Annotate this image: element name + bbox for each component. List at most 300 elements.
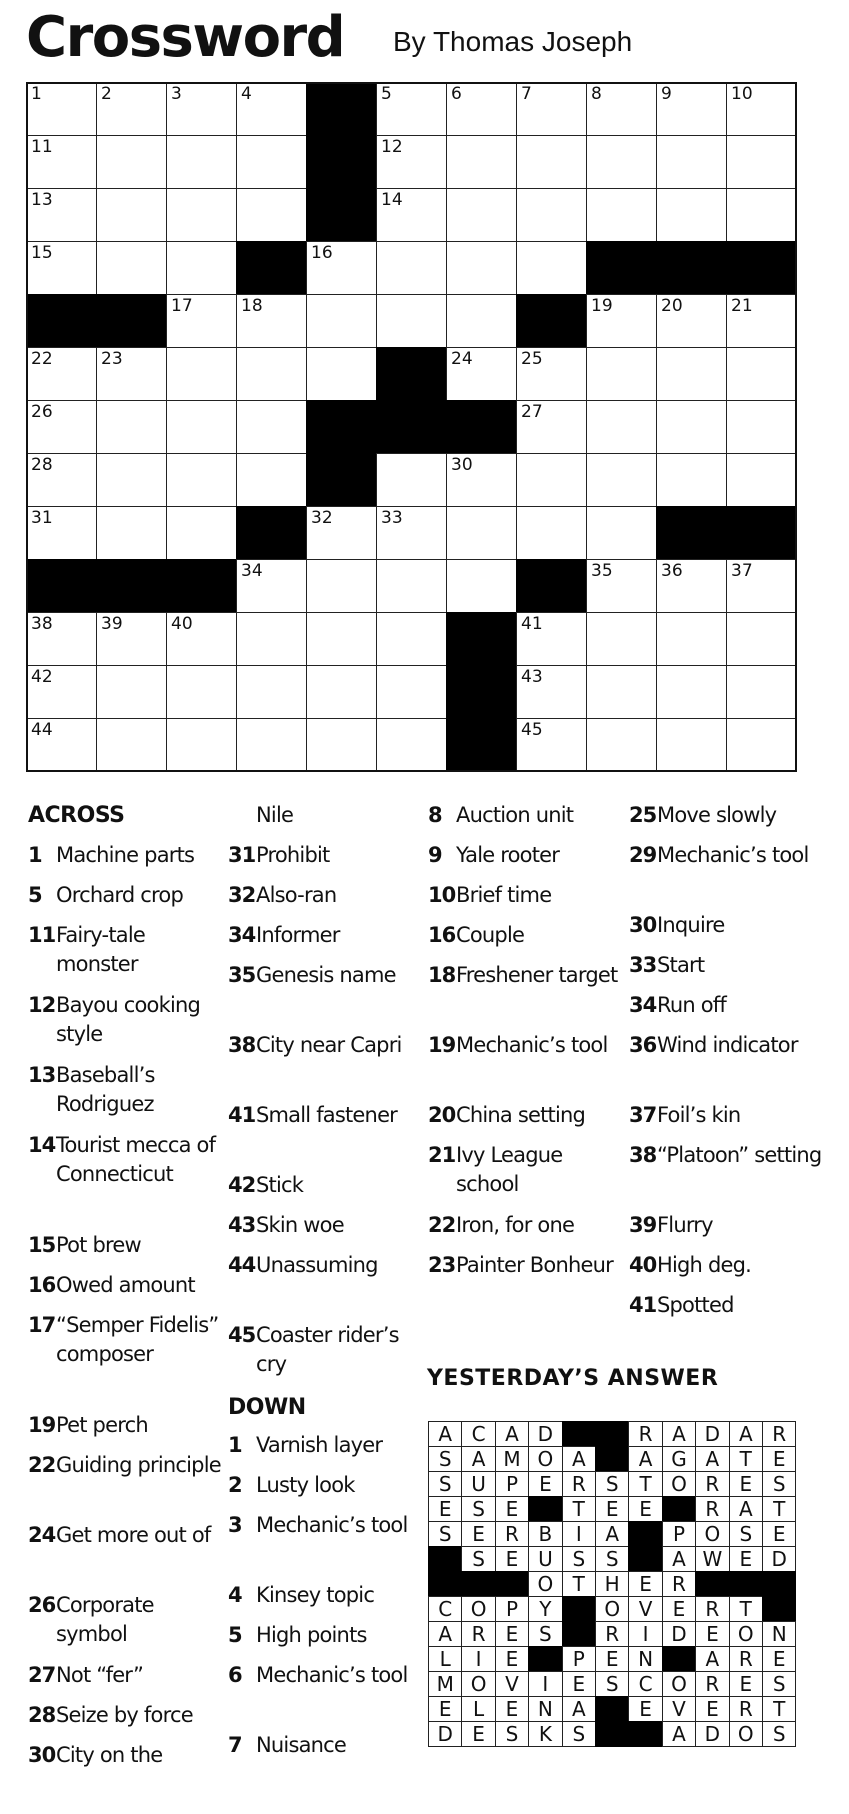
clue-text: City on the [56,1743,163,1767]
grid-cell[interactable] [446,453,517,507]
answer-black-square [595,1721,629,1747]
clue-number: 5 [28,883,42,907]
answer-black-square [495,1571,529,1597]
cell-number: 33 [381,508,403,528]
answer-cell: E [428,1696,462,1722]
down-clue [629,1141,827,1170]
answer-black-square [628,1721,662,1747]
grid-cell[interactable] [236,665,307,719]
grid-cell[interactable] [236,453,307,507]
clue-text: Baseball’s Rodriguez [56,1063,155,1116]
answer-cell: S [562,1721,596,1747]
black-square [726,241,797,295]
clue-number: 16 [28,1273,56,1297]
grid-cell[interactable] [96,506,167,560]
grid-cell[interactable] [26,188,97,242]
answer-cell: W [695,1546,729,1572]
clue-text: High deg. [657,1253,751,1277]
across-clue [28,1271,226,1300]
clue-number: 38 [629,1143,657,1167]
grid-cell[interactable] [586,188,657,242]
clue-text: Iron, for one [456,1213,575,1237]
cell-number: 13 [31,190,53,210]
clue-number: 12 [28,993,56,1017]
grid-cell[interactable] [306,347,377,401]
answer-cell: A [595,1521,629,1547]
answer-cell: O [528,1571,562,1597]
clue-text: Seize by force [56,1703,193,1727]
clue-number: 41 [228,1103,256,1127]
answer-cell: S [528,1621,562,1647]
clue-text: Mechanic’s tool [456,1033,608,1057]
clue-text: Also-ran [256,883,337,907]
answer-cell: T [762,1496,796,1522]
grid-cell[interactable] [96,612,167,666]
grid-cell[interactable] [656,453,727,507]
answer-cell: M [428,1671,462,1697]
grid-cell[interactable] [236,294,307,348]
clue-number: 23 [428,1253,456,1277]
grid-cell[interactable] [446,82,517,136]
cell-number: 27 [521,402,543,422]
answer-cell: E [628,1571,662,1597]
grid-cell[interactable] [306,506,377,560]
grid-cell[interactable] [26,718,97,772]
answer-black-square [528,1646,562,1672]
grid-cell[interactable] [96,400,167,454]
answer-cell: S [762,1671,796,1697]
grid-cell[interactable] [306,294,377,348]
grid-cell[interactable] [656,400,727,454]
yesterdays-answer-heading: YESTERDAY’S ANSWER [427,1366,719,1391]
grid-cell[interactable] [726,453,797,507]
clue-text: Fairy-tale monster [56,923,145,976]
grid-cell[interactable] [26,400,97,454]
answer-cell: R [729,1646,763,1672]
down-clue [629,801,827,830]
grid-cell[interactable] [376,294,447,348]
cell-number: 6 [451,84,462,104]
answer-cell: R [695,1596,729,1622]
answer-cell: R [562,1471,596,1497]
grid-cell[interactable] [376,665,447,719]
grid-cell[interactable] [726,135,797,189]
clue-number: 39 [629,1213,657,1237]
clue-number: 37 [629,1103,657,1127]
grid-cell[interactable] [656,559,727,613]
cell-number: 22 [31,349,53,369]
answer-cell: O [461,1671,495,1697]
clue-number: 29 [629,843,657,867]
grid-cell[interactable] [516,665,587,719]
black-square [306,400,377,454]
clue-number: 21 [428,1143,456,1167]
down-clue [629,911,827,940]
answer-black-square [662,1496,696,1522]
black-square [26,294,97,348]
across-clue [228,1321,426,1379]
grid-cell[interactable] [26,135,97,189]
clue-text: “Platoon” setting [657,1143,822,1167]
grid-cell[interactable] [516,82,587,136]
grid-cell[interactable] [516,506,587,560]
answer-cell: O [662,1471,696,1497]
clue-text: Not “fer” [56,1663,144,1687]
answer-cell: E [461,1521,495,1547]
grid-cell[interactable] [586,559,657,613]
clue-text: Tourist mecca of Connecticut [56,1133,216,1186]
grid-cell[interactable] [26,506,97,560]
grid-cell[interactable] [96,665,167,719]
grid-cell[interactable] [166,665,237,719]
grid-cell[interactable] [306,559,377,613]
grid-cell[interactable] [516,453,587,507]
across-clue [28,1061,226,1119]
down-clue [428,1251,626,1280]
black-square [306,188,377,242]
black-square [446,718,517,772]
down-clue [228,1471,426,1500]
grid-cell[interactable] [586,612,657,666]
clue-text: Couple [456,923,525,947]
grid-cell[interactable] [166,400,237,454]
clue-text: Corporate symbol [56,1593,154,1646]
clue-text: Mechanic’s tool [657,843,809,867]
answer-cell: I [461,1646,495,1672]
answer-cell: C [461,1421,495,1447]
grid-cell[interactable] [26,347,97,401]
clue-text: Mechanic’s tool [256,1663,408,1687]
answer-cell: D [662,1621,696,1647]
answer-cell: S [495,1721,529,1747]
grid-cell[interactable] [236,559,307,613]
grid-cell[interactable] [586,718,657,772]
grid-cell[interactable] [306,665,377,719]
cell-number: 4 [241,84,252,104]
down-clue [629,1211,827,1240]
grid-cell[interactable] [306,718,377,772]
clue-number: 17 [28,1313,56,1337]
cell-number: 11 [31,137,53,157]
black-square [306,453,377,507]
grid-cell[interactable] [726,559,797,613]
answer-cell: O [695,1521,729,1547]
grid-cell[interactable] [376,718,447,772]
clue-text: Nile [256,803,294,827]
cell-number: 5 [381,84,392,104]
clue-text: Orchard crop [56,883,183,907]
grid-cell[interactable] [236,612,307,666]
across-clue [228,921,426,950]
down-clue [629,841,827,870]
grid-cell[interactable] [306,241,377,295]
cell-number: 21 [731,296,753,316]
across-heading: ACROSS [28,803,125,828]
black-square [656,506,727,560]
clue-number: 27 [28,1663,56,1687]
grid-cell[interactable] [166,612,237,666]
grid-cell[interactable] [446,135,517,189]
grid-cell[interactable] [656,135,727,189]
clue-number: 14 [28,1133,56,1157]
yesterdays-answer-grid [428,1421,796,1746]
grid-cell[interactable] [96,188,167,242]
grid-cell[interactable] [236,347,307,401]
grid-cell[interactable] [586,135,657,189]
grid-cell[interactable] [376,241,447,295]
clue-text: Lusty look [256,1473,355,1497]
answer-cell: P [662,1521,696,1547]
answer-cell: M [495,1446,529,1472]
grid-cell[interactable] [166,506,237,560]
answer-cell: C [628,1671,662,1697]
clue-number: 25 [629,803,657,827]
answer-cell: D [695,1721,729,1747]
grid-cell[interactable] [586,294,657,348]
answer-cell: D [762,1546,796,1572]
across-clue [28,1411,226,1440]
grid-cell[interactable] [586,82,657,136]
grid-cell[interactable] [656,294,727,348]
grid-cell[interactable] [26,241,97,295]
across-clue [28,1661,226,1690]
grid-cell[interactable] [586,453,657,507]
black-square [236,506,307,560]
clue-number: 16 [428,923,456,947]
grid-cell[interactable] [96,82,167,136]
clue-number: 34 [228,923,256,947]
down-clue [428,1141,626,1199]
grid-cell[interactable] [446,188,517,242]
grid-cell[interactable] [726,82,797,136]
answer-cell: P [562,1646,596,1672]
grid-cell[interactable] [446,347,517,401]
across-clue [28,1741,226,1770]
answer-cell: R [461,1621,495,1647]
answer-cell: E [729,1671,763,1697]
grid-cell[interactable] [446,506,517,560]
grid-cell[interactable] [726,188,797,242]
grid-cell[interactable] [26,612,97,666]
grid-cell[interactable] [96,453,167,507]
grid-cell[interactable] [656,347,727,401]
grid-cell[interactable] [26,665,97,719]
clue-number: 38 [228,1033,256,1057]
black-square [726,506,797,560]
grid-cell[interactable] [376,612,447,666]
answer-cell: S [595,1671,629,1697]
answer-cell: C [428,1596,462,1622]
cell-number: 3 [171,84,182,104]
answer-cell: A [695,1446,729,1472]
cell-number: 43 [521,667,543,687]
grid-cell[interactable] [166,241,237,295]
answer-cell: A [695,1646,729,1672]
grid-cell[interactable] [656,612,727,666]
grid-cell[interactable] [516,400,587,454]
answer-cell: L [428,1646,462,1672]
grid-cell[interactable] [376,506,447,560]
grid-cell[interactable] [166,347,237,401]
answer-black-square [595,1421,629,1447]
clue-text: Owed amount [56,1273,195,1297]
down-clue [228,1621,426,1650]
cell-number: 18 [241,296,263,316]
answer-cell: E [695,1621,729,1647]
clue-text: China setting [456,1103,586,1127]
grid-cell[interactable] [516,718,587,772]
grid-cell[interactable] [236,82,307,136]
grid-cell[interactable] [306,612,377,666]
clue-text: Varnish layer [256,1433,383,1457]
grid-cell[interactable] [376,453,447,507]
grid-cell[interactable] [656,718,727,772]
cell-number: 45 [521,720,543,740]
clue-text: Painter Bonheur [456,1253,613,1277]
answer-cell: S [461,1546,495,1572]
grid-cell[interactable] [96,347,167,401]
down-clue [428,921,626,950]
grid-cell[interactable] [516,241,587,295]
grid-cell[interactable] [446,559,517,613]
grid-cell[interactable] [586,347,657,401]
answer-cell: E [495,1621,529,1647]
grid-cell[interactable] [236,188,307,242]
grid-cell[interactable] [656,665,727,719]
grid-cell[interactable] [726,612,797,666]
cell-number: 10 [731,84,753,104]
grid-cell[interactable] [376,82,447,136]
grid-cell[interactable] [26,82,97,136]
answer-cell: S [428,1471,462,1497]
grid-cell[interactable] [166,188,237,242]
across-clue [28,1591,226,1649]
cell-number: 34 [241,561,263,581]
clue-text: Prohibit [256,843,330,867]
grid-cell[interactable] [516,135,587,189]
clue-text: Move slowly [657,803,777,827]
grid-cell[interactable] [726,665,797,719]
grid-cell[interactable] [166,453,237,507]
across-clue [228,801,426,830]
across-clue [28,1451,226,1480]
grid-cell[interactable] [726,347,797,401]
answer-cell: E [729,1546,763,1572]
byline: By Thomas Joseph [393,26,633,57]
clue-number: 10 [428,883,456,907]
cell-number: 35 [591,561,613,581]
answer-black-square [595,1696,629,1722]
grid-cell[interactable] [586,665,657,719]
grid-cell[interactable] [726,294,797,348]
cell-number: 24 [451,349,473,369]
answer-cell: S [461,1496,495,1522]
grid-cell[interactable] [446,241,517,295]
grid-cell[interactable] [516,188,587,242]
crossword-title: Crossword [26,5,345,70]
grid-cell[interactable] [96,135,167,189]
down-clue [228,1511,426,1540]
grid-cell[interactable] [586,400,657,454]
grid-cell[interactable] [166,135,237,189]
grid-cell[interactable] [96,718,167,772]
grid-cell[interactable] [726,718,797,772]
grid-cell[interactable] [96,241,167,295]
clue-number: 8 [428,803,442,827]
answer-cell: S [595,1546,629,1572]
black-square [656,241,727,295]
answer-cell: S [762,1471,796,1497]
grid-cell[interactable] [166,82,237,136]
answer-cell: V [628,1596,662,1622]
down-clue [629,1031,827,1060]
grid-cell[interactable] [516,612,587,666]
clue-number: 13 [28,1063,56,1087]
clue-text: Auction unit [456,803,574,827]
cell-number: 19 [591,296,613,316]
clue-text: Stick [256,1173,304,1197]
answer-cell: A [428,1421,462,1447]
clue-number: 22 [28,1453,56,1477]
grid-cell[interactable] [726,400,797,454]
grid-cell[interactable] [166,718,237,772]
down-clue [428,961,626,990]
grid-cell[interactable] [376,135,447,189]
answer-cell: S [762,1721,796,1747]
grid-cell[interactable] [376,559,447,613]
answer-cell: A [428,1621,462,1647]
answer-cell: K [528,1721,562,1747]
grid-cell[interactable] [236,135,307,189]
cell-number: 15 [31,243,53,263]
answer-cell: E [595,1496,629,1522]
cell-number: 16 [311,243,333,263]
grid-cell[interactable] [236,400,307,454]
clue-number: 15 [28,1233,56,1257]
answer-cell: E [762,1521,796,1547]
grid-cell[interactable] [586,506,657,560]
grid-cell[interactable] [516,347,587,401]
clue-number: 28 [28,1703,56,1727]
answer-cell: A [628,1446,662,1472]
clue-text: Coaster rider’s cry [256,1323,399,1376]
grid-cell[interactable] [656,188,727,242]
across-clue [228,1171,426,1200]
down-clue [428,801,626,830]
answer-cell: D [428,1721,462,1747]
grid-cell[interactable] [656,82,727,136]
crossword-grid[interactable] [26,82,798,770]
answer-cell: R [595,1621,629,1647]
grid-cell[interactable] [446,294,517,348]
clue-number: 1 [228,1433,242,1457]
across-clue [28,1231,226,1260]
grid-cell[interactable] [26,453,97,507]
black-square [516,294,587,348]
cell-number: 31 [31,508,53,528]
answer-cell: U [528,1546,562,1572]
grid-cell[interactable] [166,294,237,348]
cell-number: 1 [31,84,42,104]
grid-cell[interactable] [236,718,307,772]
cell-number: 37 [731,561,753,581]
clue-text: Kinsey topic [256,1583,375,1607]
grid-cell[interactable] [376,188,447,242]
down-clue [428,841,626,870]
answer-black-square [595,1446,629,1472]
answer-cell: E [495,1646,529,1672]
across-clue [28,1131,226,1189]
